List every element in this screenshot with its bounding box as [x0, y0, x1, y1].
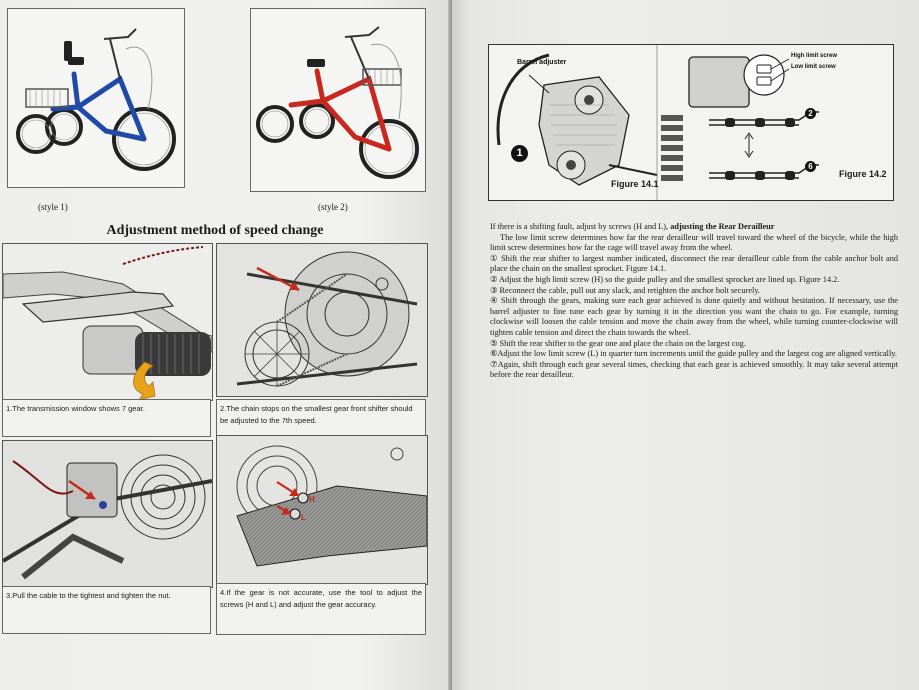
section-heading: Adjustment method of speed change: [106, 223, 324, 238]
step-7: ⑦Again, shift through each gear several times, checking that each gear is achieved smoothly. It may take several attempt before the rear derailleur.: [490, 359, 898, 380]
left-page: [0, 0, 452, 690]
instructions-text: [490, 222, 898, 381]
step-6: ⑥Adjust the low limit screw (L) in quarter turn increments until the guide pulley and the largest cog are aligned vertically.: [490, 349, 897, 359]
step2-photo: [216, 243, 428, 397]
tricycle-style2-photo: [250, 8, 426, 192]
step4-photo: [216, 435, 428, 585]
step4-caption: 4.If the gear is not accurate, use the tool to adjust the screws (H and L) and adjust the gear accuracy.: [216, 583, 426, 635]
style1-caption: (style 1): [38, 202, 68, 212]
step3-photo: [2, 440, 213, 588]
step-3: ③ Reconnect the cable, pull out any slack, and retighten the anchor bolt securely.: [490, 285, 761, 295]
circle-number-6: 6: [805, 161, 816, 172]
low-limit-screw-label: Low limit screw: [791, 64, 836, 70]
step-2: ② Adjust the high limit screw (H) so the guide pulley and the smallest sprocket are lined up. Figure 14.2.: [490, 274, 840, 284]
step1-caption: 1.The transmission window shows 7 gear.: [2, 399, 211, 437]
limit-screw-paragraph: The low limit screw determines how far the rear derailleur will travel toward the wheel of the bicycle, while the high limit screw determines how far the cage will travel away from the wheel.: [490, 232, 898, 253]
derailleur-figure: [488, 44, 894, 201]
high-limit-screw-label: High limit screw: [791, 53, 838, 59]
intro-bold: adjusting the Rear Derailleur: [670, 222, 775, 231]
intro-lead: If there is a shifting fault, adjust by screws (H and L),: [490, 222, 671, 231]
step3-caption: 3.Pull the cable to the tightest and tighten the nut.: [2, 586, 211, 634]
step1-photo: [2, 243, 213, 401]
step-5: ⑤ Shift the rear shifter to the gear one and place the chain on the largest cog.: [490, 338, 746, 348]
h-screw-label: H: [309, 495, 315, 504]
step-1: ① Shift the rear shifter to largest number indicated, disconnect the rear derailleur cable from the cable anchor bolt and place the chain on the smallest sprocket. Figure 14.1.: [490, 253, 898, 274]
step-4: ④ Shift through the gears, making sure each gear achieved is done quietly and without hesitation. If necessary, use the barrel adjuster to fine tune each gear by turning it in the direction you want the chain to go. For example, turning clockwise will loosen the cable tension and move the chain away from the wheel, while turning counter-clockwise will tighten cable tension and direct the chain towards the wheel.: [490, 296, 898, 337]
style2-caption: (style 2): [318, 202, 348, 212]
tricycle-style1-photo: [7, 8, 185, 188]
barrel-adjuster-label: Barrel adjuster: [517, 59, 567, 66]
figure-14-2-label: Figure 14.2: [839, 169, 887, 179]
l-screw-label: L: [301, 513, 306, 522]
circle-number-1: 1: [511, 145, 528, 162]
figure-14-1-label: Figure 14.1: [611, 179, 659, 189]
step2-caption: 2.The chain stops on the smallest gear front shifter should be adjusted to the 7th speed.: [216, 399, 426, 437]
circle-number-2: 2: [805, 108, 816, 119]
